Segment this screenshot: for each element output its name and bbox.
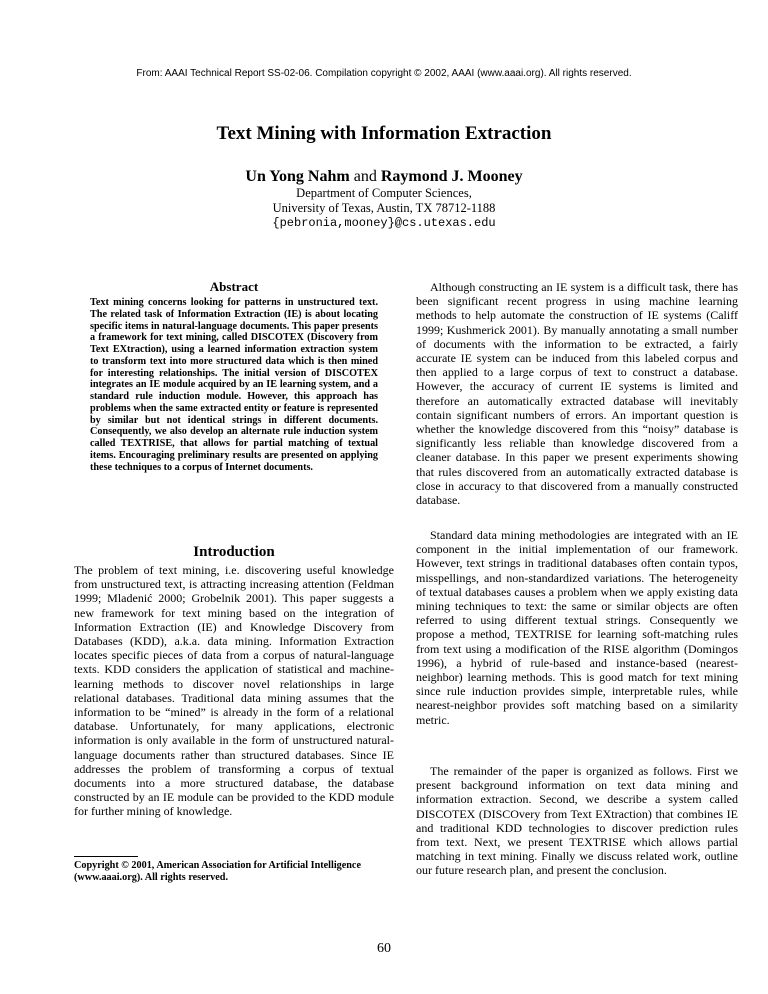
right-paragraph-2: Standard data mining methodologies are integrated with an IE component in the initial implementation of our framework. However, text strings in traditional databases often contain typos, misspellings, and non-standardized variations. The heterogeneity of textual databases causes a problem when we apply existing data mining techniques to text: the same or similar objects are often referred to using different textual strings. Consequently we propose a method, TEXTRISE for learning soft-matching rules from text using a modification of the RISE algorithm (Domingos 1996), a hybrid of rule-based and instance-based (nearest-neighbor) learning methods. This is good match for text mining since rule induction provides simple, interpretable rules, while nearest-neighbor provides soft matching based on a similarity metric. bbox=[416, 528, 738, 727]
abstract-text: Text mining concerns looking for patterns in unstructured text. The related task of Information Extraction (IE) is about locating specific items in natural-language documents. This paper presents a framework for text mining, called DISCOTEX (Discovery from Text EXtraction), using a learned information extraction system to transform text into more structured data which is then mined for interesting relationships. The initial version of DISCOTEX integrates an IE module acquired by an IE learning system, and a standard rule induction module. However, this approach has problems when the same extracted entity or feature is represented by similar but not identical strings in different documents. Consequently, we also develop an alternate rule induction system called TEXTRISE, that allows for partial matching of textual items. Encouraging preliminary results are presented on applying these techniques to a corpus of Internet documents. bbox=[90, 297, 378, 473]
affiliation bbox=[0, 186, 768, 231]
footnote-divider bbox=[74, 856, 138, 857]
author-conjunction: and bbox=[353, 168, 377, 185]
department: Department of Computer Sciences, bbox=[296, 186, 472, 200]
copyright-header: From: AAAI Technical Report SS-02-06. Compilation copyright © 2002, AAAI (www.aaai.org). All rights reserved. bbox=[136, 68, 632, 79]
authors bbox=[0, 168, 768, 186]
introduction-heading: Introduction bbox=[193, 544, 275, 560]
page-number: 60 bbox=[377, 941, 391, 956]
author-2: Raymond J. Mooney bbox=[380, 168, 523, 185]
email: {pebronia,mooney}@cs.utexas.edu bbox=[272, 216, 496, 230]
abstract-heading: Abstract bbox=[209, 279, 259, 294]
copyright-footnote: Copyright © 2001, American Association for Artificial Intelligence (www.aaai.org). All rights reserved. bbox=[74, 860, 361, 883]
university: University of Texas, Austin, TX 78712-1188 bbox=[272, 201, 496, 215]
right-paragraph-1: Although constructing an IE system is a difficult task, there has been significant recent progress in using machine learning methods to help automate the construction of IE systems (Califf 1999; Kushmerick 2001). By manually annotating a small number of documents with the information to be extracted, a fairly accurate IE system can be induced from this labeled corpus and then applied to a large corpus of text to construct a database. However, the accuracy of current IE systems is limited and therefore an automatically extracted database will inevitably contain significant numbers of errors. An important question is whether the knowledge discovered from this “noisy” database is significantly less reliable than knowledge discovered from a cleaner database. In this paper we present experiments showing that rules discovered from an automatically extracted database is close in accuracy to that discovered from a manually constructed database. bbox=[416, 280, 738, 508]
introduction-text: The problem of text mining, i.e. discovering useful knowledge from unstructured text, is attracting increasing attention (Feldman 1999; Mladenić 2000; Grobelnik 2001). This paper suggests a new framework for text mining based on the integration of Information Extraction (IE) and Knowledge Discovery from Databases (KDD), a.k.a. data mining. Information Extraction locates specific pieces of data from a corpus of natural-language texts. KDD considers the application of statistical and machine-learning methods to discover novel relationships in large relational databases. Traditional data mining assumes that the information to be “mined” is already in the form of a relational database. Unfortunately, for many applications, electronic information is only available in the form of unstructured natural-language documents rather than structured databases. Since IE addresses the problem of transforming a corpus of textual documents into a more structured database, the database constructed by an IE module can be provided to the KDD module for further mining of knowledge. bbox=[74, 563, 394, 819]
right-paragraph-3: The remainder of the paper is organized as follows. First we present background information on text data mining and information extraction. Second, we describe a system called DISCOTEX (DISCOvery from Text EXtraction) that combines IE and traditional KDD technologies to discover prediction rules from text. Next, we present TEXTRISE which allows partial matching in text mining. Finally we discuss related work, outline our future research plan, and present the conclusion. bbox=[416, 764, 738, 878]
author-1: Un Yong Nahm bbox=[245, 168, 350, 185]
paper-title: Text Mining with Information Extraction bbox=[216, 123, 552, 144]
